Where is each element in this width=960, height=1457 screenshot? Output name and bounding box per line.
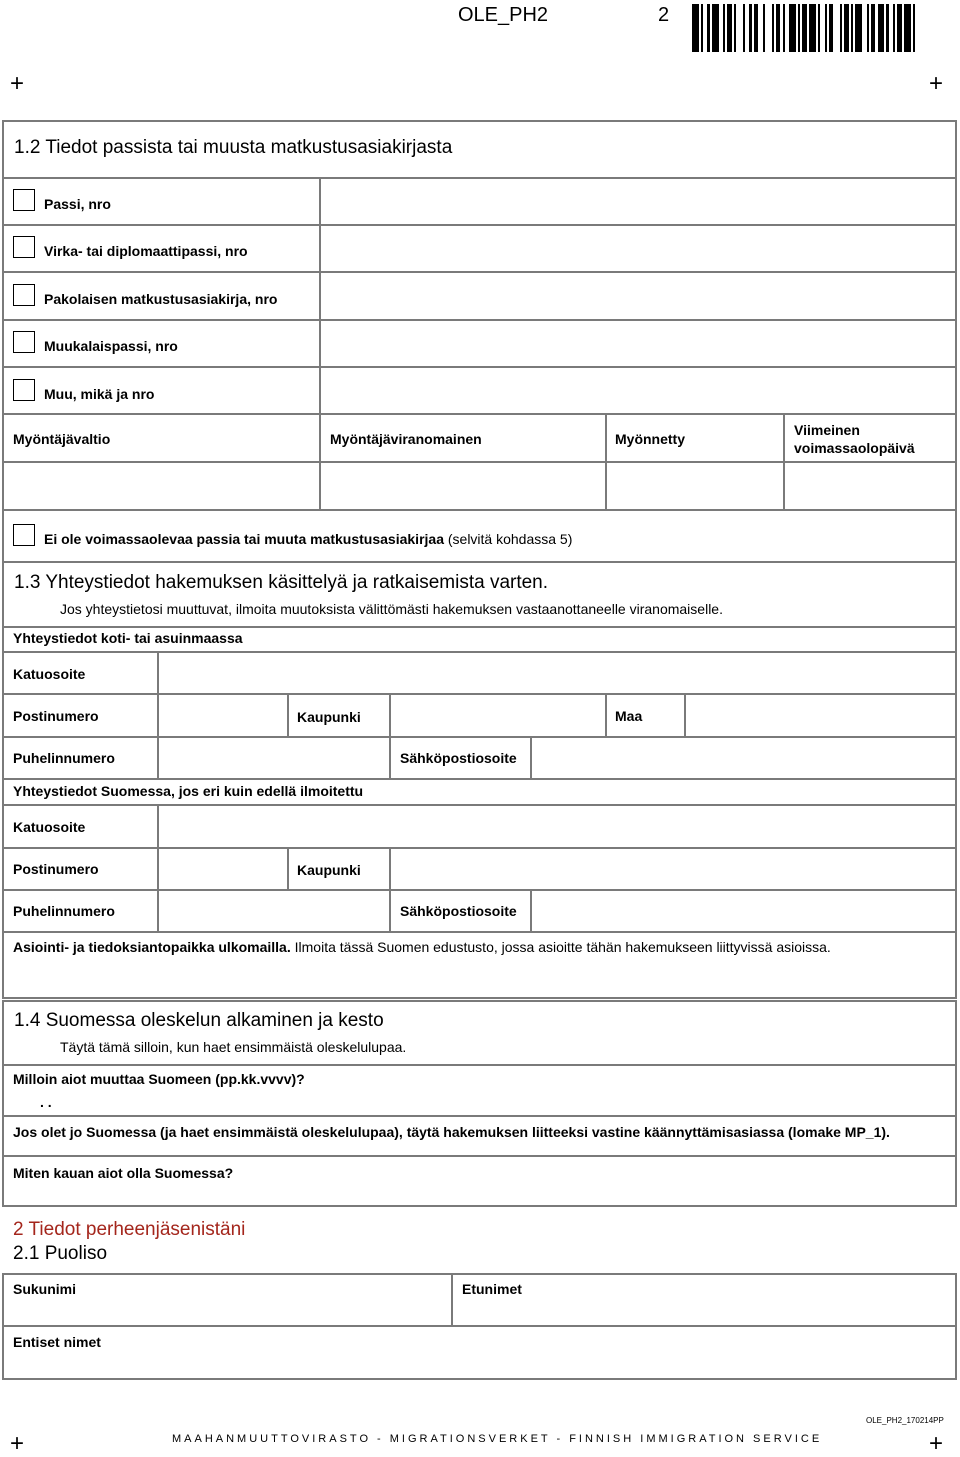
- registration-mark: +: [10, 1430, 25, 1457]
- issuing-country-input[interactable]: [5, 464, 318, 509]
- home-email-label: Sähköpostiosoite: [400, 750, 517, 766]
- no-document-note: (selvitä kohdassa 5): [447, 531, 573, 547]
- home-country-label: Maa: [615, 708, 643, 724]
- no-document-checkbox[interactable]: [13, 524, 35, 546]
- home-contact-heading: Yhteystiedot koti- tai asuinmaassa: [13, 630, 243, 646]
- diplomatic-passport-checkbox[interactable]: [13, 236, 35, 258]
- barcode-bar: [833, 4, 840, 52]
- home-postcode-label: Postinumero: [13, 708, 99, 724]
- registration-mark: +: [929, 70, 944, 97]
- diplomatic-passport-number-input[interactable]: [322, 227, 954, 271]
- barcode-bar: [915, 4, 919, 52]
- barcode-bar: [736, 4, 743, 52]
- form-code: OLE_PH2: [458, 4, 549, 26]
- finland-phone-label: Puhelinnumero: [13, 903, 115, 919]
- barcode-bar: [712, 4, 719, 52]
- already-in-finland-note: Jos olet jo Suomessa (ja haet ensimmäistä oleskelulupaa), täytä hakemuksen liitteeksi vastine käännyttämisasiassa (lomake MP_1).: [13, 1124, 890, 1140]
- spouse-firstnames-label: Etunimet: [462, 1281, 522, 1297]
- section-1-4-title: 1.4 Suomessa oleskelun alkaminen ja kesto: [14, 1010, 384, 1031]
- home-city-input[interactable]: [392, 696, 604, 736]
- finland-postcode-label: Postinumero: [13, 861, 99, 877]
- move-date-label: Milloin aiot muuttaa Suomeen (pp.kk.vvvv)?: [13, 1071, 305, 1087]
- footer-agency: MAAHANMUUTTOVIRASTO - MIGRATIONSVERKET - FINNISH IMMIGRATION SERVICE: [172, 1433, 823, 1445]
- finland-city-input[interactable]: [392, 850, 954, 889]
- home-city-label: Kaupunki: [297, 709, 361, 725]
- section-1-3-title: 1.3 Yhteystiedot hakemuksen käsittelyä ja ratkaisemista varten.: [14, 572, 549, 593]
- finland-street-input[interactable]: [160, 807, 954, 847]
- move-date-input[interactable]: . .: [40, 1094, 52, 1110]
- barcode: [692, 4, 920, 52]
- home-country-input[interactable]: [687, 696, 954, 736]
- other-document-input[interactable]: [322, 369, 954, 413]
- barcode-bar: [692, 4, 699, 52]
- barcode-bar: [789, 4, 796, 52]
- finland-email-label: Sähköpostiosoite: [400, 903, 517, 919]
- issue-date-label: Myönnetty: [615, 431, 685, 447]
- refugee-document-checkbox[interactable]: [13, 284, 35, 306]
- section-1-4-note: Täytä tämä silloin, kun haet ensimmäistä oleskelulupaa.: [60, 1039, 407, 1055]
- footer-form-code: OLE_PH2_170214PP: [866, 1416, 944, 1425]
- abroad-contact-label: [13, 939, 831, 955]
- abroad-contact-bold: Asiointi- ja tiedoksiantopaikka ulkomailla.: [13, 939, 291, 955]
- diplomatic-passport-label: Virka- tai diplomaattipassi, nro: [44, 243, 248, 259]
- expiry-date-label-line2: voimassaolopäivä: [794, 440, 915, 456]
- home-street-label: Katuosoite: [13, 666, 86, 682]
- alien-passport-checkbox[interactable]: [13, 331, 35, 353]
- issue-date-input[interactable]: [608, 464, 782, 509]
- finland-postcode-input[interactable]: [160, 850, 286, 889]
- issuing-authority-input[interactable]: [322, 464, 604, 509]
- other-document-label: Muu, mikä ja nro: [44, 386, 155, 402]
- barcode-bar: [878, 4, 885, 52]
- passport-number-input[interactable]: [322, 180, 954, 224]
- section-1-3-note: Jos yhteystietosi muuttuvat, ilmoita muutoksista välittömästi hakemuksen vastaanottaneelle viranomaiselle.: [60, 601, 723, 617]
- spouse-surname-input[interactable]: [5, 1298, 450, 1324]
- barcode-bar: [855, 4, 862, 52]
- home-postcode-input[interactable]: [160, 696, 286, 736]
- home-email-input[interactable]: [533, 739, 954, 778]
- issuing-country-label: Myöntäjävaltio: [13, 431, 111, 447]
- stay-duration-label: Miten kauan aiot olla Suomessa?: [13, 1165, 234, 1181]
- finland-street-label: Katuosoite: [13, 819, 86, 835]
- registration-mark: +: [929, 1430, 944, 1457]
- other-document-checkbox[interactable]: [13, 379, 35, 401]
- home-phone-input[interactable]: [160, 739, 388, 778]
- finland-contact-heading: Yhteystiedot Suomessa, jos eri kuin edellä ilmoitettu: [13, 783, 364, 799]
- section-2-1-title: 2.1 Puoliso: [13, 1243, 108, 1264]
- abroad-contact-input[interactable]: [5, 958, 954, 996]
- no-document-bold: Ei ole voimassaolevaa passia tai muuta matkustusasiakirjaa: [44, 531, 444, 547]
- home-phone-label: Puhelinnumero: [13, 750, 115, 766]
- abroad-contact-note: Ilmoita tässä Suomen edustusto, jossa asioitte tähän hakemukseen liittyvissä asioissa.: [294, 939, 831, 955]
- spouse-firstnames-input[interactable]: [454, 1298, 954, 1324]
- page-number: 2: [658, 4, 670, 26]
- alien-passport-number-input[interactable]: [322, 322, 954, 366]
- refugee-document-number-input[interactable]: [322, 274, 954, 319]
- refugee-document-label: Pakolaisen matkustusasiakirja, nro: [44, 291, 278, 307]
- section-1-2-title: 1.2 Tiedot passista tai muusta matkustusasiakirjasta: [14, 137, 453, 158]
- section-2-title: 2 Tiedot perheenjäsenistäni: [13, 1219, 246, 1240]
- passport-label: Passi, nro: [44, 196, 111, 212]
- spouse-former-names-label: Entiset nimet: [13, 1334, 101, 1350]
- issuing-authority-label: Myöntäjäviranomainen: [330, 431, 482, 447]
- expiry-date-label-line1: Viimeinen: [794, 422, 860, 438]
- stay-duration-input[interactable]: [5, 1184, 954, 1206]
- finland-email-input[interactable]: [533, 892, 954, 931]
- barcode-bar: [904, 4, 911, 52]
- expiry-date-input[interactable]: [786, 464, 954, 509]
- alien-passport-label: Muukalaispassi, nro: [44, 338, 178, 354]
- home-street-input[interactable]: [160, 654, 954, 693]
- finland-phone-input[interactable]: [160, 892, 388, 931]
- registration-mark: +: [10, 70, 25, 97]
- spouse-former-names-input[interactable]: [5, 1352, 954, 1378]
- barcode-bar: [809, 4, 816, 52]
- barcode-bar: [765, 4, 772, 52]
- section-1-3-frame: [2, 563, 957, 999]
- spouse-surname-label: Sukunimi: [13, 1281, 77, 1297]
- finland-city-label: Kaupunki: [297, 862, 361, 878]
- no-document-label: [44, 531, 572, 547]
- passport-checkbox[interactable]: [13, 189, 35, 211]
